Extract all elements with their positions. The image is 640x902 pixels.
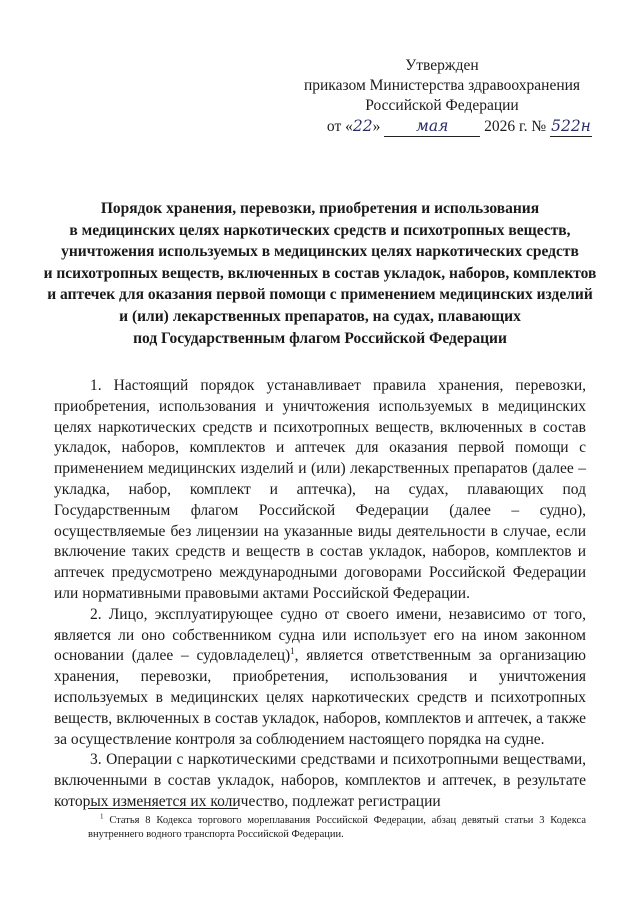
handwritten-day: 22 [352,117,373,135]
date-year: 2026 г. № [484,118,547,135]
paragraph-2 [54,605,586,751]
footnote-text: Статья 8 Кодекса торгового мореплавания Российской Федерации, абзац девятый статьи 3 Кодекса внутреннего водного транспорта Российской Федерации. [88,815,586,840]
title-line: и аптечек для оказания первой помощи с применением медицинских изделий [47,286,593,304]
date-prefix: от « [326,118,353,135]
title-line: и психотропных веществ, включенных в состав укладок, наборов, комплектов [43,264,597,282]
footnote [88,814,586,841]
approval-country-line: Российской Федерации [365,97,519,114]
approval-block [292,56,592,137]
title-line: Порядок хранения, перевозки, приобретения и использования [100,200,540,217]
approval-order-line: приказом Министерства здравоохранения [303,77,581,94]
approval-label: Утвержден [405,57,479,74]
footnote-mark: 1 [100,812,104,821]
date-day-close: » [372,118,381,135]
document-title [40,198,600,349]
title-line: в медицинских целях наркотических средств и психотропных веществ, [69,221,571,239]
footnote-separator [88,808,238,809]
title-line: уничтожения используемых в медицинских целях наркотических средств [61,243,579,261]
paragraph-2-start: 2. Лицо, эксплуатирующее судно от своего имени, независимо от того, является ли оно собственником судна или использует его на ином законном основании (далее – судовладелец) [54,605,586,665]
paragraph-3: 3. Операции с наркотическими средствами и психотропными веществами, включенными в состав укладок, наборов, комплектов и аптечек, в результате которых изменяется их количество, подлежат регистрации [54,751,586,810]
handwritten-month: мая [384,116,480,137]
title-line: и (или) лекарственных препаратов, на судах, плавающих [119,307,521,325]
footnote-ref: 1 [290,646,295,657]
title-line: под Государственным флагом Российской Федерации [133,329,507,347]
paragraph-1: 1. Настоящий порядок устанавливает правила хранения, перевозки, приобретения, использования и уничтожения используемых в медицинских целях наркотических средств и психотропных веществ, включенных в состав укладок, наборов, комплектов и аптечек для оказания первой помощи с применением медицинских изделий и (или) лекарственных препаратов (далее – укладка, набор, комплект и аптечка), на судах, плавающих под Государственным флагом Российской Федерации (далее – судно), осуществляемые без лицензии на указанные виды деятельности в случае, если включение таких средств и веществ в состав укладок, наборов, комплектов и аптечек предусмотрено международными договорами Российской Федерации или нормативными правовыми актами Российской Федерации. [54,377,586,602]
handwritten-order-number: 522н [551,117,591,135]
document-body [54,376,586,813]
paragraph-2-end: , является ответственным за организацию хранения, перевозки, приобретения, использования и уничтожения используемых в медицинских целях наркотических средств и психотропных веществ, включенных в состав укладок, наборов, комплектов и аптечек, а также за осуществление контроля за соблюдением настоящего порядка на судне. [54,647,586,748]
approval-date-line [292,116,592,137]
